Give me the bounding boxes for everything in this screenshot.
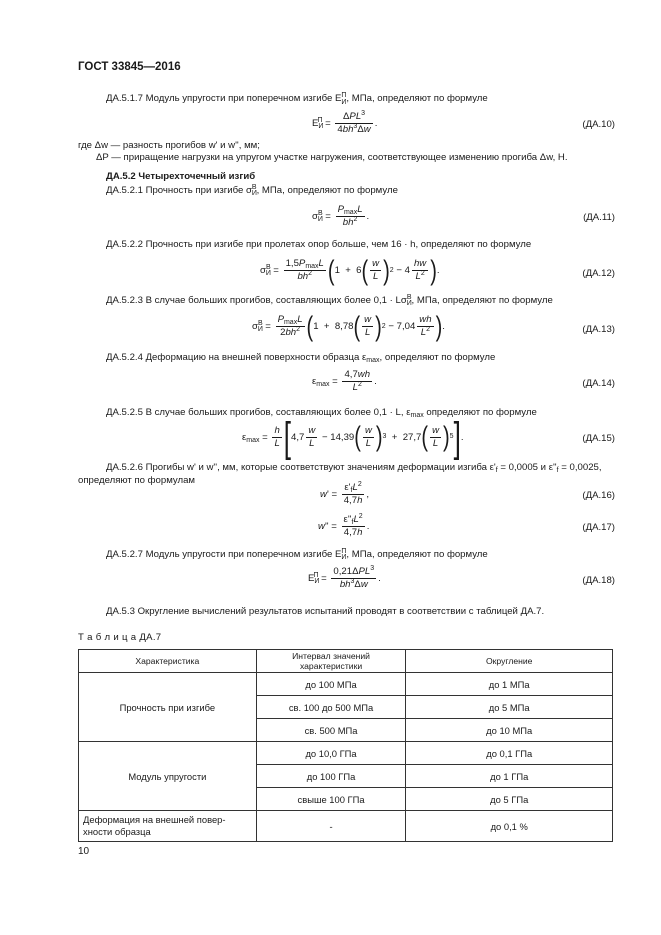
formula-da13: $\sigma_И^В$ = $\frac{P_{max}L}{2bh^2}$ ( 1 + 8,78 ( $\frac{w}{L}$ ) 2 − 7,04 $\frac{wh}{L^2}$ ) . bbox=[252, 311, 445, 342]
where-line: где Δw — разность прогибов w' и w'', мм; bbox=[78, 140, 260, 151]
formula-da12: $\sigma_И^В$ = $\frac{1,5P_{max}L}{bh^2}$ ( 1 + 6 ( $\frac{w}{L}$ ) 2 − 4 $\frac{hw}{L^2}$ ) . bbox=[260, 255, 440, 286]
document-id: ГОСТ 33845—2016 bbox=[78, 61, 181, 73]
table-cell: св. 500 МПа bbox=[256, 719, 406, 742]
dp-line: ΔP — приращение нагрузки на упругом участке нагружения, соответствующее изменению прогиба Δw, Н. bbox=[96, 152, 568, 163]
page-number: 10 bbox=[78, 846, 90, 857]
table-cell: - bbox=[256, 811, 406, 842]
eq-number-da12: (ДА.12) bbox=[582, 268, 615, 279]
table-cell: до 1 МПа bbox=[406, 673, 613, 696]
table-cell: до 0,1 % bbox=[406, 811, 613, 842]
table-cell: св. 100 до 500 МПа bbox=[256, 696, 406, 719]
paragraph-da527: ДА.5.2.7 Модуль упругости при поперечном изгибе $E_И^П$, МПа, определяют по формуле bbox=[106, 548, 488, 561]
paragraph-da526: ДА.5.2.6 Прогибы w' и w'', мм, которые соответствуют значениям деформации изгиба $\varepsilon'_f = 0,0005$ и $\varepsilon''_f = 0,0025$, bbox=[106, 462, 602, 474]
table-cell: до 10 МПа bbox=[406, 719, 613, 742]
formula-da16: w' = $\frac{\varepsilon'_fL^2}{4,7h}$ , bbox=[320, 481, 370, 506]
formula-da10: $E_И^П$ = $\frac{\Delta PL^3}{4bh^3\Delta w}$ . bbox=[312, 110, 378, 135]
paragraph-da53: ДА.5.3 Округление вычислений результатов испытаний проводят в соответствии с таблицей ДА.7. bbox=[106, 606, 545, 617]
table-cell: до 1 ГПа bbox=[406, 765, 613, 788]
eq-number-da13: (ДА.13) bbox=[582, 324, 615, 335]
table-cell: до 100 МПа bbox=[256, 673, 406, 696]
table-header-cell: Интервал значений характеристики bbox=[256, 650, 406, 673]
paragraph-da525: ДА.5.2.5 В случае больших прогибов, составляющих более 0,1 · L, $\varepsilon_{max}$ определяют по формуле bbox=[106, 407, 537, 419]
table-cell: до 100 ГПа bbox=[256, 765, 406, 788]
eq-number-da15: (ДА.15) bbox=[582, 433, 615, 444]
paragraph-da521: ДА.5.2.1 Прочность при изгибе $\sigma_И^В$, МПа, определяют по формуле bbox=[106, 184, 398, 197]
formula-da17: w'' = $\frac{\varepsilon''_fL^2}{4,7h}$ . bbox=[318, 513, 370, 538]
formula-da18: $E_И^П$ = $\frac{0,21\Delta PL^3}{bh^3\Delta w}$ . bbox=[308, 565, 381, 590]
eq-number-da14: (ДА.14) bbox=[582, 378, 615, 389]
eq-number-da16: (ДА.16) bbox=[582, 490, 615, 501]
table-cell-characteristic bbox=[79, 811, 257, 842]
table-row bbox=[79, 673, 613, 696]
paragraph-da526-line2: определяют по формулам bbox=[78, 475, 196, 486]
table-cell-characteristic: Прочность при изгибе bbox=[79, 673, 257, 742]
table-header-row bbox=[79, 650, 613, 673]
cell-line: хности образца bbox=[83, 826, 151, 837]
rounding-table bbox=[78, 649, 613, 842]
table-cell: до 0,1 ГПа bbox=[406, 742, 613, 765]
table-row bbox=[79, 811, 613, 842]
eq-number-da18: (ДА.18) bbox=[582, 575, 615, 586]
section-heading-da52: ДА.5.2 Четырехточечный изгиб bbox=[106, 171, 256, 182]
formula-da15: $\varepsilon_{max}$ = $\frac{h}{L}$ [ 4,7 $\frac{w}{L}$ − 14,39 ( $\frac{w}{L}$ ) 3 + 27,7 ( $\frac{w}{L}$ ) 5 ] . bbox=[242, 413, 464, 461]
eq-number-da11: (ДА.11) bbox=[583, 212, 615, 223]
table-header-cell: Округление bbox=[406, 650, 613, 673]
paragraph-da517: ДА.5.1.7 Модуль упругости при поперечном изгибе $E_И^П$, МПа, определяют по формуле bbox=[106, 92, 488, 106]
table-row bbox=[79, 742, 613, 765]
eq-number-da17: (ДА.17) bbox=[582, 522, 615, 533]
cell-line: Деформация на внешней повер- bbox=[83, 814, 226, 825]
paragraph-da524: ДА.5.2.4 Деформацию на внешней поверхности образца $\varepsilon_{max}$, определяют по формуле bbox=[106, 352, 496, 364]
paragraph-da523: ДА.5.2.3 В случае больших прогибов, составляющих более $0,1 \cdot L\sigma_И^В$, МПа, определяют по формуле bbox=[106, 294, 553, 307]
table-cell: до 5 ГПа bbox=[406, 788, 613, 811]
table-header-cell: Характеристика bbox=[79, 650, 257, 673]
table-cell-characteristic: Модуль упругости bbox=[79, 742, 257, 811]
formula-da11: $\sigma_И^В$ = $\frac{P_{max}L}{bh^2}$ . bbox=[312, 204, 370, 228]
table-cell: свыше 100 ГПа bbox=[256, 788, 406, 811]
paragraph-da522: ДА.5.2.2 Прочность при изгибе при пролетах опор больше, чем 16 · h, определяют по формуле bbox=[106, 239, 532, 250]
formula-da14: $\varepsilon_{max}$ = $\frac{4,7wh}{L^2}$ . bbox=[312, 369, 377, 393]
table-caption: Т а б л и ц а ДА.7 bbox=[78, 632, 162, 643]
table-cell: до 5 МПа bbox=[406, 696, 613, 719]
eq-number-da10: (ДА.10) bbox=[582, 119, 615, 130]
table-cell: до 10,0 ГПа bbox=[256, 742, 406, 765]
